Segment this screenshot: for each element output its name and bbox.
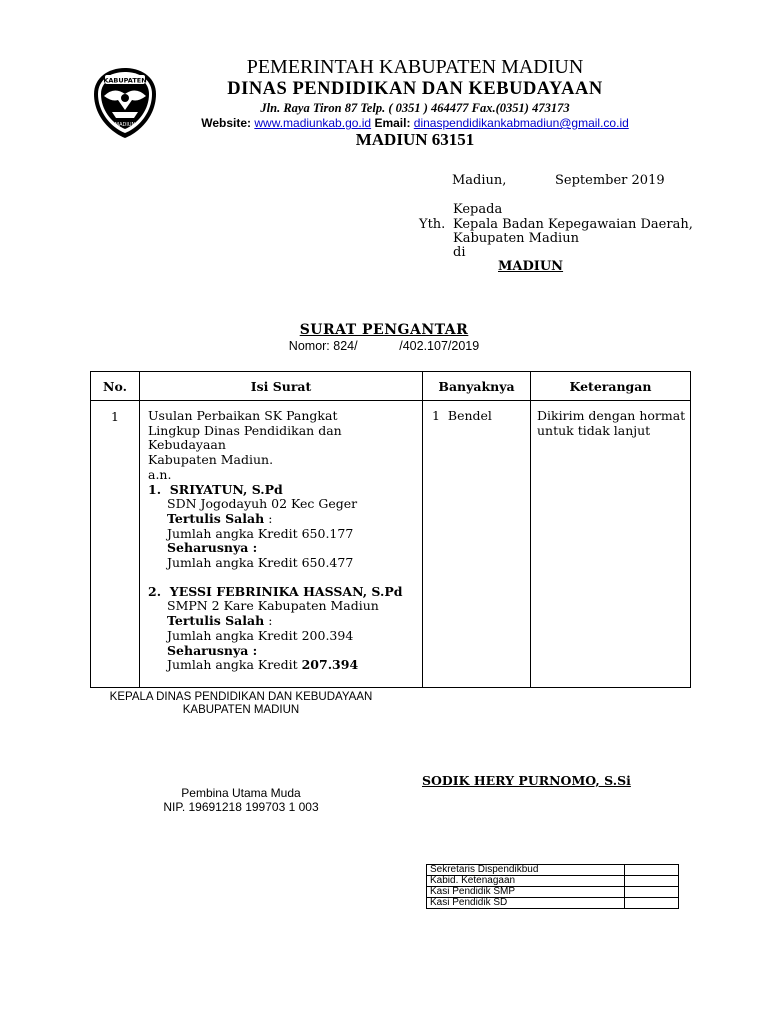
table-row (427, 876, 679, 887)
person-1-tertulis-value: Jumlah angka Kredit 650.177 (167, 525, 354, 541)
person-2-tertulis-value: Jumlah angka Kredit 200.394 (167, 627, 354, 643)
recipient-yth: Yth. (419, 217, 446, 232)
signature-office-line1: KEPALA DINAS PENDIDIKAN DAN KEBUDAYAAN (109, 691, 373, 703)
paraf-label: Kasi Pendidik SD (427, 898, 625, 909)
person-1-seharusnya-value: Jumlah angka Kredit 650.477 (167, 555, 354, 571)
letter-title: SURAT PENGANTAR (299, 322, 469, 338)
date-value: September 2019 (555, 173, 665, 188)
row-no: 1 (91, 401, 140, 688)
signatory-details (82, 786, 400, 814)
header-banyaknya: Banyaknya (423, 372, 531, 401)
person-2-tertulis: Tertulis Salah : (167, 613, 273, 629)
agency-name: DINAS PENDIDIKAN DAN KEBUDAYAAN (227, 79, 603, 99)
signatory-name: SODIK HERY PURNOMO, S.Si (422, 773, 631, 788)
isi-line2: Lingkup Dinas Pendidikan dan Kebudayaan (148, 422, 342, 453)
person-2-seharusnya-value: Jumlah angka Kredit 207.394 (167, 657, 359, 673)
paraf-table (426, 864, 679, 909)
header-isi-surat: Isi Surat (140, 372, 423, 401)
signatory-nip: NIP. 19691218 199703 1 003 (163, 800, 319, 814)
table-row (427, 898, 679, 909)
person-2-seharusnya: Seharusnya : (167, 642, 258, 658)
paraf-label: Sekretaris Dispendikbud (427, 865, 625, 876)
website-link[interactable]: www.madiunkab.go.id (254, 116, 372, 130)
paraf-box (625, 876, 679, 887)
paraf-box (625, 887, 679, 898)
paraf-box (625, 865, 679, 876)
recipient-kepada: Kepada (453, 202, 503, 217)
paraf-label: Kabid. Ketenagaan (427, 876, 625, 887)
letter-number: Nomor: 824/ /402.107/2019 (288, 339, 480, 353)
person-1-seharusnya: Seharusnya : (167, 540, 258, 556)
svg-text:KABUPATEN: KABUPATEN (103, 76, 147, 85)
table-row (427, 865, 679, 876)
person-2-name: 2. YESSI FEBRINIKA HASSAN, S.Pd (148, 583, 403, 599)
paraf-label: Kasi Pendidik SMP (427, 887, 625, 898)
isi-line4: a.n. (148, 466, 172, 482)
row-banyaknya: 1 Bendel (423, 401, 531, 688)
recipient-di: di (453, 245, 466, 260)
recipient-line2: Kabupaten Madiun (453, 231, 579, 246)
svg-text:MADIUN: MADIUN (114, 122, 136, 128)
email-label: Email: (374, 116, 411, 130)
table-row (427, 887, 679, 898)
recipient-line1: Kepala Badan Kepegawaian Daerah, (453, 217, 693, 232)
keterangan-line1: Dikirim dengan hormat (537, 408, 686, 423)
government-name: PEMERINTAH KABUPATEN MADIUN (246, 56, 584, 78)
city-postal: MADIUN 63151 (355, 130, 475, 149)
agency-address: Jln. Raya Tiron 87 Telp. ( 0351 ) 464477 Fax.(0351) 473173 (260, 101, 570, 115)
content-table (90, 371, 691, 688)
table-header-row (91, 372, 691, 401)
paraf-box (625, 898, 679, 909)
keterangan-line2: untuk tidak lanjut (537, 422, 651, 438)
signature-office-line2: KABUPATEN MADIUN (182, 704, 300, 716)
header-keterangan: Keterangan (531, 372, 691, 401)
signatory-rank: Pembina Utama Muda (181, 786, 301, 800)
signature-office (82, 691, 400, 717)
table-row (91, 401, 691, 688)
row-keterangan (531, 401, 691, 688)
date-place: Madiun, (452, 173, 507, 188)
person-2-school: SMPN 2 Kare Kabupaten Madiun (167, 598, 379, 614)
header-no: No. (91, 372, 140, 401)
recipient-city: MADIUN (498, 259, 564, 274)
isi-line1: Usulan Perbaikan SK Pangkat (148, 408, 338, 423)
person-1-tertulis: Tertulis Salah : (167, 510, 273, 526)
contact-line (0, 116, 768, 130)
person-1-school: SDN Jogodayuh 02 Kec Geger (167, 496, 358, 512)
email-link[interactable]: dinaspendidikankabmadiun@gmail.co.id (413, 116, 629, 130)
person-1-name: 1. SRIYATUN, S.Pd (148, 481, 283, 497)
row-isi-surat (140, 401, 423, 688)
isi-line3: Kabupaten Madiun. (148, 452, 274, 468)
website-label: Website: (201, 116, 252, 130)
